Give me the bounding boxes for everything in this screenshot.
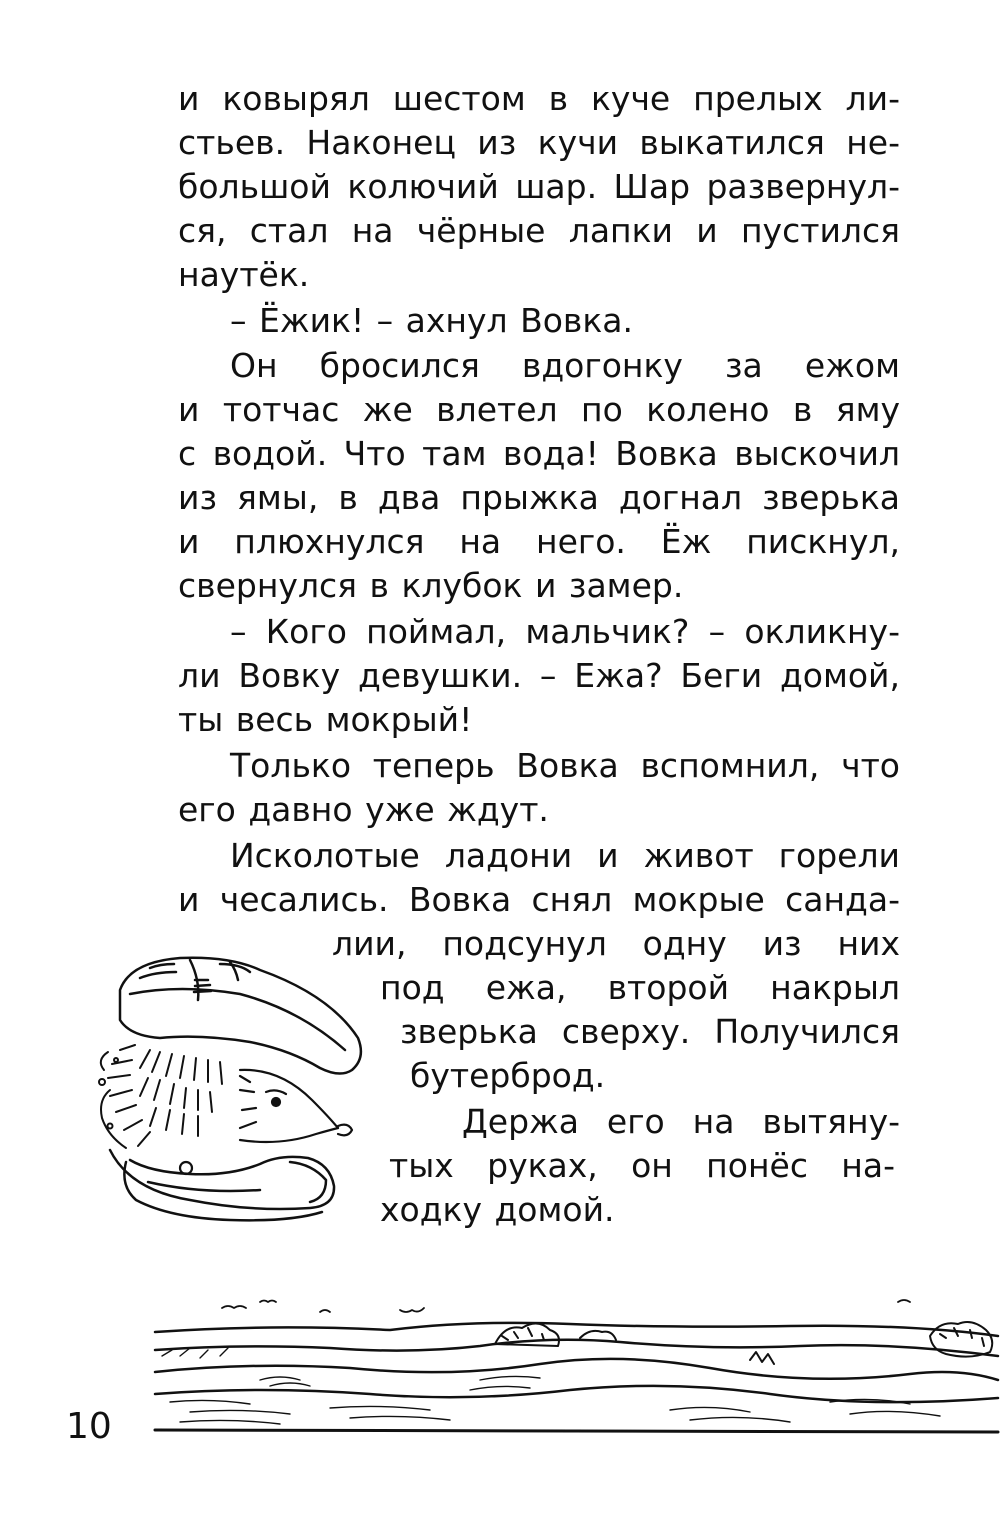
text-line-26: ходку домой. bbox=[380, 1190, 615, 1229]
lower-sandal bbox=[110, 1150, 334, 1220]
text-line-1: и ковырял шестом в куче прелых ли- bbox=[178, 79, 900, 118]
text-line-13: – Кого поймал, мальчик? – окликну- bbox=[230, 612, 900, 651]
birds bbox=[222, 1300, 910, 1312]
text-line-9: с водой. Что там вода! Вовка выскочил bbox=[178, 434, 900, 473]
text-line-23: бутерброд. bbox=[410, 1056, 606, 1095]
text-line-6: – Ёжик! – ахнул Вовка. bbox=[230, 301, 634, 340]
text-line-17: его давно уже ждут. bbox=[178, 790, 549, 829]
text-line-22: зверька сверху. Получился bbox=[400, 1012, 900, 1051]
text-line-3: большой колючий шар. Шар развернул- bbox=[178, 167, 900, 206]
text-line-16: Только теперь Вовка вспомнил, что bbox=[230, 746, 900, 785]
hills-landscape-illustration bbox=[150, 1290, 1000, 1440]
hedgehog-face bbox=[180, 1070, 352, 1174]
text-line-8: и тотчас же влетел по колено в яму bbox=[178, 390, 900, 429]
text-line-19: и чесались. Вовка снял мокрые санда- bbox=[178, 880, 900, 919]
text-line-24: Держа его на вытяну- bbox=[462, 1102, 900, 1141]
text-line-14: ли Вовку девушки. – Ежа? Беги домой, bbox=[178, 656, 900, 695]
text-line-5: наутёк. bbox=[178, 255, 310, 294]
text-line-18: Исколотые ладони и живот горели bbox=[230, 836, 900, 875]
hill-shading bbox=[162, 1348, 940, 1424]
text-line-11: и плюхнулся на него. Ёж пискнул, bbox=[178, 522, 900, 561]
text-line-20: лии, подсунул одну из них bbox=[332, 924, 900, 963]
text-line-4: ся, стал на чёрные лапки и пустился bbox=[178, 211, 900, 250]
text-line-21: под ежа, второй накрыл bbox=[380, 968, 900, 1007]
text-line-25: тых руках, он понёс на- bbox=[389, 1146, 895, 1185]
page-number: 10 bbox=[66, 1406, 112, 1447]
text-line-7: Он бросился вдогонку за ежом bbox=[230, 346, 900, 385]
hedgehog-body bbox=[99, 1045, 222, 1148]
upper-sandal bbox=[120, 958, 361, 1074]
hedgehog-in-sandals-illustration bbox=[90, 950, 380, 1250]
text-line-2: стьев. Наконец из кучи выкатился не- bbox=[178, 123, 900, 162]
text-line-10: из ямы, в два прыжка догнал зверька bbox=[178, 478, 900, 517]
text-line-12: свернулся в клубок и замер. bbox=[178, 566, 684, 605]
text-line-15: ты весь мокрый! bbox=[178, 700, 473, 739]
